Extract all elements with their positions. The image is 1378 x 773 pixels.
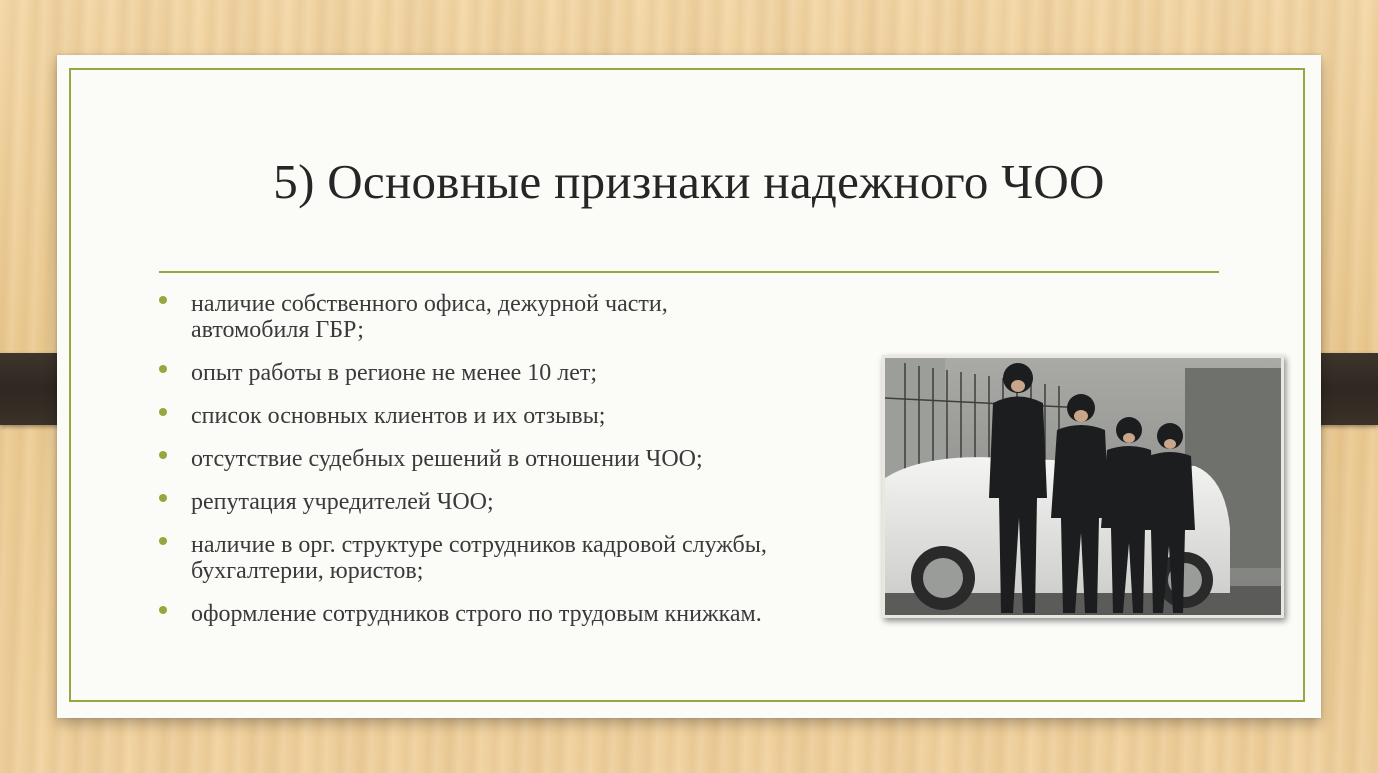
bullet-list bbox=[157, 291, 877, 644]
bullet-item bbox=[157, 360, 877, 386]
bullet-item bbox=[157, 601, 877, 627]
bullet-text-line1: список основных клиентов и их отзывы; bbox=[191, 403, 606, 429]
bullet-text-line1: отсутствие судебных решений в отношении ЧОО; bbox=[191, 446, 703, 472]
bullet-text-line1: оформление сотрудников строго по трудовым книжкам. bbox=[191, 601, 762, 627]
bullet-item bbox=[157, 291, 877, 343]
bullet-text-line1: опыт работы в регионе не менее 10 лет; bbox=[191, 360, 598, 386]
bullet-text-line1: репутация учредителей ЧОО; bbox=[191, 489, 494, 515]
bullet-text-line2: автомобиля ГБР; bbox=[191, 317, 364, 343]
bullet-text-line2: бухгалтерии, юристов; bbox=[191, 558, 424, 584]
bullet-text-line1: наличие в орг. структуре сотрудников кадровой службы, bbox=[191, 532, 767, 558]
bullet-dot-icon bbox=[159, 606, 167, 614]
bullet-dot-icon bbox=[159, 296, 167, 304]
bullet-dot-icon bbox=[159, 365, 167, 373]
slide-title: 5) Основные признаки надежного ЧОО bbox=[273, 154, 1105, 209]
bullet-item bbox=[157, 446, 877, 472]
slide-paper bbox=[57, 55, 1321, 718]
bullet-item bbox=[157, 532, 877, 584]
bullet-dot-icon bbox=[159, 408, 167, 416]
title-divider bbox=[159, 271, 1219, 273]
bullet-dot-icon bbox=[159, 494, 167, 502]
bullet-item bbox=[157, 403, 877, 429]
security-guards-photo bbox=[882, 355, 1284, 618]
bullet-item bbox=[157, 489, 877, 515]
bullet-text-line1: наличие собственного офиса, дежурной части, bbox=[191, 291, 668, 317]
bullet-dot-icon bbox=[159, 537, 167, 545]
bullet-dot-icon bbox=[159, 451, 167, 459]
photo-illustration bbox=[885, 358, 1281, 615]
